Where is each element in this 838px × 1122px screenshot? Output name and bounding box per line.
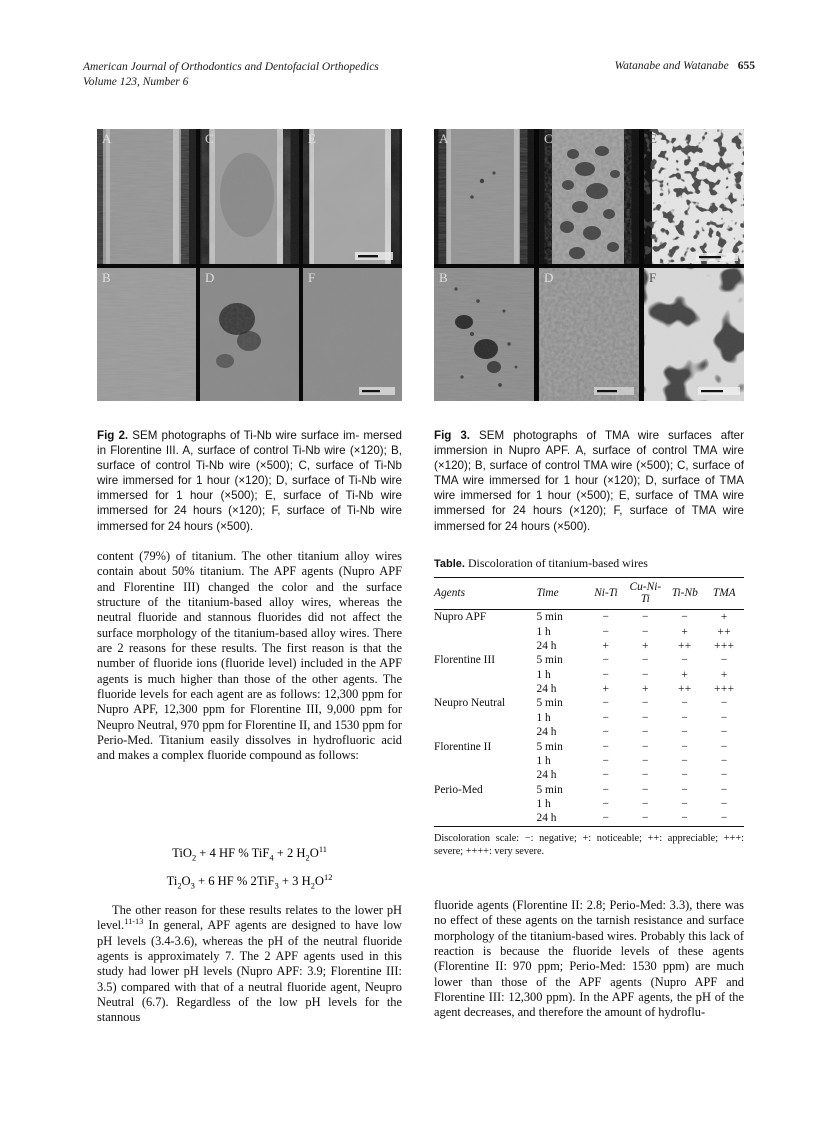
figure-2-plate — [97, 129, 402, 401]
cell-agent: Florentine III — [434, 654, 496, 667]
cell-time: 24 h — [536, 726, 557, 739]
cell-agent — [434, 725, 537, 739]
cell-tinb: + — [681, 625, 689, 638]
table-caption — [434, 556, 744, 571]
cell-tinb: ++ — [677, 683, 692, 696]
cell-tinb: − — [681, 740, 689, 753]
running-head-authors-page — [615, 60, 755, 72]
cell-agent — [434, 682, 537, 696]
cell-tinb: − — [681, 798, 689, 811]
table-row — [434, 811, 744, 826]
cell-niti: − — [602, 654, 610, 667]
column-header-agents: Agents — [434, 587, 466, 599]
table-row — [434, 668, 744, 682]
cell-tma: +++ — [714, 683, 735, 696]
table-row — [434, 783, 744, 797]
running-head-authors: Watanabe and Watanabe — [614, 60, 729, 72]
cell-agent — [434, 797, 537, 811]
cell-niti: − — [602, 697, 610, 710]
cell-tinb: − — [681, 754, 689, 767]
cell-niti: − — [602, 611, 610, 624]
cell-cuniti: + — [641, 683, 649, 696]
table-footnote: Discoloration scale: −: negative; +: noticeable; ++: appreciable; +++: severe; ++++: very severe. — [434, 832, 744, 857]
cell-niti: − — [602, 740, 610, 753]
cell-tma: − — [720, 726, 728, 739]
cell-tma: + — [720, 668, 728, 681]
cell-tinb: − — [681, 726, 689, 739]
cell-cuniti: − — [641, 812, 649, 825]
table-row — [434, 653, 744, 667]
equation-2: $Ti_2O_3 + 6$ HF % 2TiF$_3$ + 3 $H_2O^{12}$ — [166, 872, 333, 891]
page-number: 655 — [737, 60, 755, 72]
running-head — [83, 60, 755, 92]
cell-tinb: − — [681, 769, 689, 782]
cell-time: 24 h — [536, 769, 557, 782]
table-row — [434, 624, 744, 638]
table-title: Discoloration of titanium-based wires — [467, 556, 648, 570]
cell-niti: − — [602, 726, 610, 739]
panel-label-c: C — [544, 131, 553, 146]
cell-agent — [434, 711, 537, 725]
body-paragraph-2-post: In general, APF agents are designed to have low pH levels (3.4-3.6), whereas the pH of the neutral fluoride agents is approximately 7. The 2 APF agents used in this study had lower pH levels (Nupro APF: 3.9; Florentine III: 3.5) compared with that of a neutral fluoride agent, Neupro Neutral (6.7). Regardless of the low pH levels for the stannous — [97, 918, 402, 1025]
figure-2-svg — [97, 129, 402, 401]
cell-agent — [434, 768, 537, 782]
cell-time: 5 min — [536, 783, 563, 796]
panel-label-a: A — [102, 131, 112, 146]
cell-tma: − — [720, 754, 728, 767]
panel-label-f: F — [649, 270, 657, 285]
discoloration-table — [434, 556, 744, 858]
cell-time: 5 min — [536, 654, 563, 667]
journal-title-line: American Journal of Orthodontics and Dentofacial Orthopedics — [83, 61, 379, 73]
cell-time: 24 h — [536, 683, 557, 696]
cell-cuniti: − — [641, 668, 649, 681]
cell-tma: − — [720, 654, 728, 667]
cell-niti: + — [602, 639, 610, 652]
cell-cuniti: − — [641, 625, 649, 638]
cell-niti: − — [602, 769, 610, 782]
cell-agent — [434, 754, 537, 768]
cell-cuniti: − — [641, 783, 649, 796]
figure-3-caption-l6: E, surface of TMA wire immersed for 24 hours (×120); — [434, 489, 744, 518]
cell-tma: − — [720, 740, 728, 753]
panel-label-a: A — [439, 131, 449, 146]
cell-agent: Perio-Med — [434, 783, 483, 796]
cell-tinb: − — [681, 697, 689, 710]
figure-3-caption — [434, 428, 744, 534]
column-header-niti: Ni-Ti — [594, 587, 618, 599]
cell-niti: − — [602, 625, 610, 638]
cell-time: 1 h — [536, 798, 551, 811]
cell-cuniti: + — [641, 639, 649, 652]
cell-time: 1 h — [536, 754, 551, 767]
cell-tinb: − — [681, 654, 689, 667]
running-head-journal — [83, 60, 379, 89]
cell-agent — [434, 639, 537, 653]
figure-3-caption-l1: SEM photographs of TMA wire surfaces after — [479, 429, 744, 442]
column-header-tinb: Ti-Nb — [671, 587, 698, 599]
cell-niti: − — [602, 754, 610, 767]
cell-cuniti: − — [641, 740, 649, 753]
cell-niti: − — [602, 711, 610, 724]
table-row — [434, 725, 744, 739]
cell-tma: − — [720, 783, 728, 796]
cell-niti: − — [602, 668, 610, 681]
equation-1: TiO$_2$ + 4 HF % TiF$_4$ + 2 $H_2O^{11}$ — [172, 844, 327, 863]
cell-niti: − — [602, 812, 610, 825]
figure-2-label: Fig 2. — [97, 429, 129, 442]
cell-tinb: − — [681, 812, 689, 825]
cell-tma: − — [720, 798, 728, 811]
cell-agent — [434, 668, 537, 682]
body-paragraph-2 — [97, 903, 402, 1026]
panel-label-b: B — [102, 270, 111, 285]
body-paragraph-2-text — [97, 903, 402, 1026]
figure-3-svg — [434, 129, 744, 401]
journal-volume-line: Volume 123, Number 6 — [83, 75, 189, 88]
column-header-time: Time — [536, 587, 559, 599]
panel-label-f: F — [308, 270, 316, 285]
table-row — [434, 797, 744, 811]
cell-tinb: − — [681, 611, 689, 624]
cell-time: 5 min — [536, 611, 563, 624]
column-header-cuniti: Cu-Ni-Ti — [629, 581, 662, 605]
cell-time: 5 min — [536, 697, 563, 710]
cell-agent — [434, 811, 537, 826]
cell-tma: − — [720, 769, 728, 782]
body-paragraph-2-pre: The other reason for these results relates to the lower pH level. — [97, 903, 402, 933]
figure-2-caption-l3: (×120); B, surface of control Ti-Nb wire (×500); — [97, 444, 402, 473]
cell-cuniti: − — [641, 611, 649, 624]
cell-cuniti: − — [641, 769, 649, 782]
table-row — [434, 711, 744, 725]
cell-tma: − — [720, 812, 728, 825]
table-label: Table. — [434, 558, 465, 570]
table-row — [434, 754, 744, 768]
table-row — [434, 696, 744, 710]
panel-label-d: D — [205, 270, 215, 285]
figure-2-caption-l6: E, surface of Ti-Nb wire immersed for 24 hours (×120); — [97, 489, 402, 518]
table-row — [434, 682, 744, 696]
cell-time: 1 h — [536, 711, 551, 724]
cell-cuniti: − — [641, 711, 649, 724]
cell-tinb: + — [681, 668, 689, 681]
table-row — [434, 739, 744, 753]
figure-3-plate — [434, 129, 744, 401]
cell-tma: − — [720, 697, 728, 710]
cell-niti: + — [602, 683, 610, 696]
table-row — [434, 610, 744, 625]
panel-label-d: D — [544, 270, 554, 285]
citation-ref-11-13: 11-13 — [124, 917, 144, 927]
figure-2-caption-l1: SEM photographs of Ti-Nb wire surface im- — [132, 429, 360, 442]
figure-3-caption-l2: immersion in Nupro APF. A, surface of control TMA wire — [434, 444, 744, 458]
cell-tma: ++ — [717, 625, 732, 638]
figure-2-caption-l7: F, surface of Ti-Nb wire immersed for 24 hours (×500). — [97, 504, 402, 533]
table-row — [434, 768, 744, 782]
table-row — [434, 639, 744, 653]
cell-agent: Nupro APF — [434, 611, 487, 624]
figure-3-image — [434, 129, 744, 401]
figure-2-caption-l5: D, surface of Ti-Nb wire immersed for 1 hour (×500); — [97, 474, 402, 503]
cell-time: 5 min — [536, 740, 563, 753]
cell-agent — [434, 624, 537, 638]
body-paragraph-3: fluoride agents (Florentine II: 2.8; Perio-Med: 3.3), there was no effect of these agents on the tarnish resistance and surface morphology of the titanium-based wires. Probably this lack of reaction is because the fluoride levels of these agents (Florentine II: 970 ppm; Perio-Med: 1530 ppm) are much lower than those of the APF agents (Nupro APF and Florentine III: 12,300 ppm). In the APF agents, the pH of the agent decreases, and therefore the amount of hydroflu- — [434, 898, 744, 1020]
panel-label-e: E — [649, 131, 657, 146]
cell-agent: Neupro Neutral — [434, 697, 506, 710]
cell-niti: − — [602, 798, 610, 811]
cell-tinb: ++ — [677, 639, 692, 652]
column-header-tma: TMA — [712, 587, 736, 599]
figure-2-caption-l2: mersed in Florentine III. A, surface of control Ti-Nb wire — [97, 429, 402, 458]
cell-cuniti: − — [641, 654, 649, 667]
figure-3-caption-l5: D, surface of TMA wire immersed for 1 hour (×500); — [434, 474, 744, 503]
figure-3-caption-l3: (×120); B, surface of control TMA wire (×500); — [434, 459, 674, 473]
cell-tma: − — [720, 711, 728, 724]
panel-label-b: B — [439, 270, 448, 285]
figure-2-caption-l4: C, surface of Ti-Nb wire immersed for 1 hour (×120); — [97, 459, 402, 488]
cell-tinb: − — [681, 783, 689, 796]
right-column-text — [434, 898, 744, 1021]
table-grid — [434, 577, 744, 827]
left-column-text — [97, 549, 402, 764]
cell-cuniti: − — [641, 754, 649, 767]
cell-cuniti: − — [641, 726, 649, 739]
table-header-row — [434, 578, 744, 610]
cell-cuniti: − — [641, 697, 649, 710]
cell-niti: − — [602, 783, 610, 796]
cell-time: 24 h — [536, 812, 557, 825]
panel-label-c: C — [205, 131, 214, 146]
cell-time: 1 h — [536, 625, 551, 638]
table-body — [434, 610, 744, 827]
cell-tma: +++ — [714, 639, 735, 652]
figure-3-caption-l7: F, surface of TMA wire immersed for 24 hours (×500). — [434, 504, 744, 533]
figure-3-caption-l4: C, surface of TMA wire immersed for 1 hour (×120); — [434, 459, 744, 488]
body-paragraph-1: content (79%) of titanium. The other titanium alloy wires contain about 50% titanium. The APF agents (Nupro APF and Florentine III) changed the color and the surface structure of the titanium-based alloy wires, whereas the neutral fluoride and stannous fluorides did not affect the surface morphology of the titanium-based alloy wires. There are 2 reasons for these results. The first reason is that the number of fluoride ions (fluoride level) included in the APF agents is much higher than those of the other agents. The fluoride levels for each agent are as follows: 12,300 ppm for Nupro APF, 12,300 ppm for Florentine III, 9,000 ppm for Neupro Neutral, 970 ppm for Florentine II, and 1530 ppm for Perio-Med. Titanium easily dissolves in hydrofluoric acid and makes a complex fluoride compound as follows: — [97, 549, 402, 763]
panel-label-e: E — [308, 131, 316, 146]
cell-time: 24 h — [536, 639, 557, 652]
figure-2-caption — [97, 428, 402, 534]
figure-3-label: Fig 3. — [434, 429, 471, 442]
cell-cuniti: − — [641, 798, 649, 811]
cell-agent: Florentine II — [434, 740, 492, 753]
cell-time: 1 h — [536, 668, 551, 681]
cell-tma: + — [720, 611, 728, 624]
cell-tinb: − — [681, 711, 689, 724]
figure-2-image — [97, 129, 402, 401]
